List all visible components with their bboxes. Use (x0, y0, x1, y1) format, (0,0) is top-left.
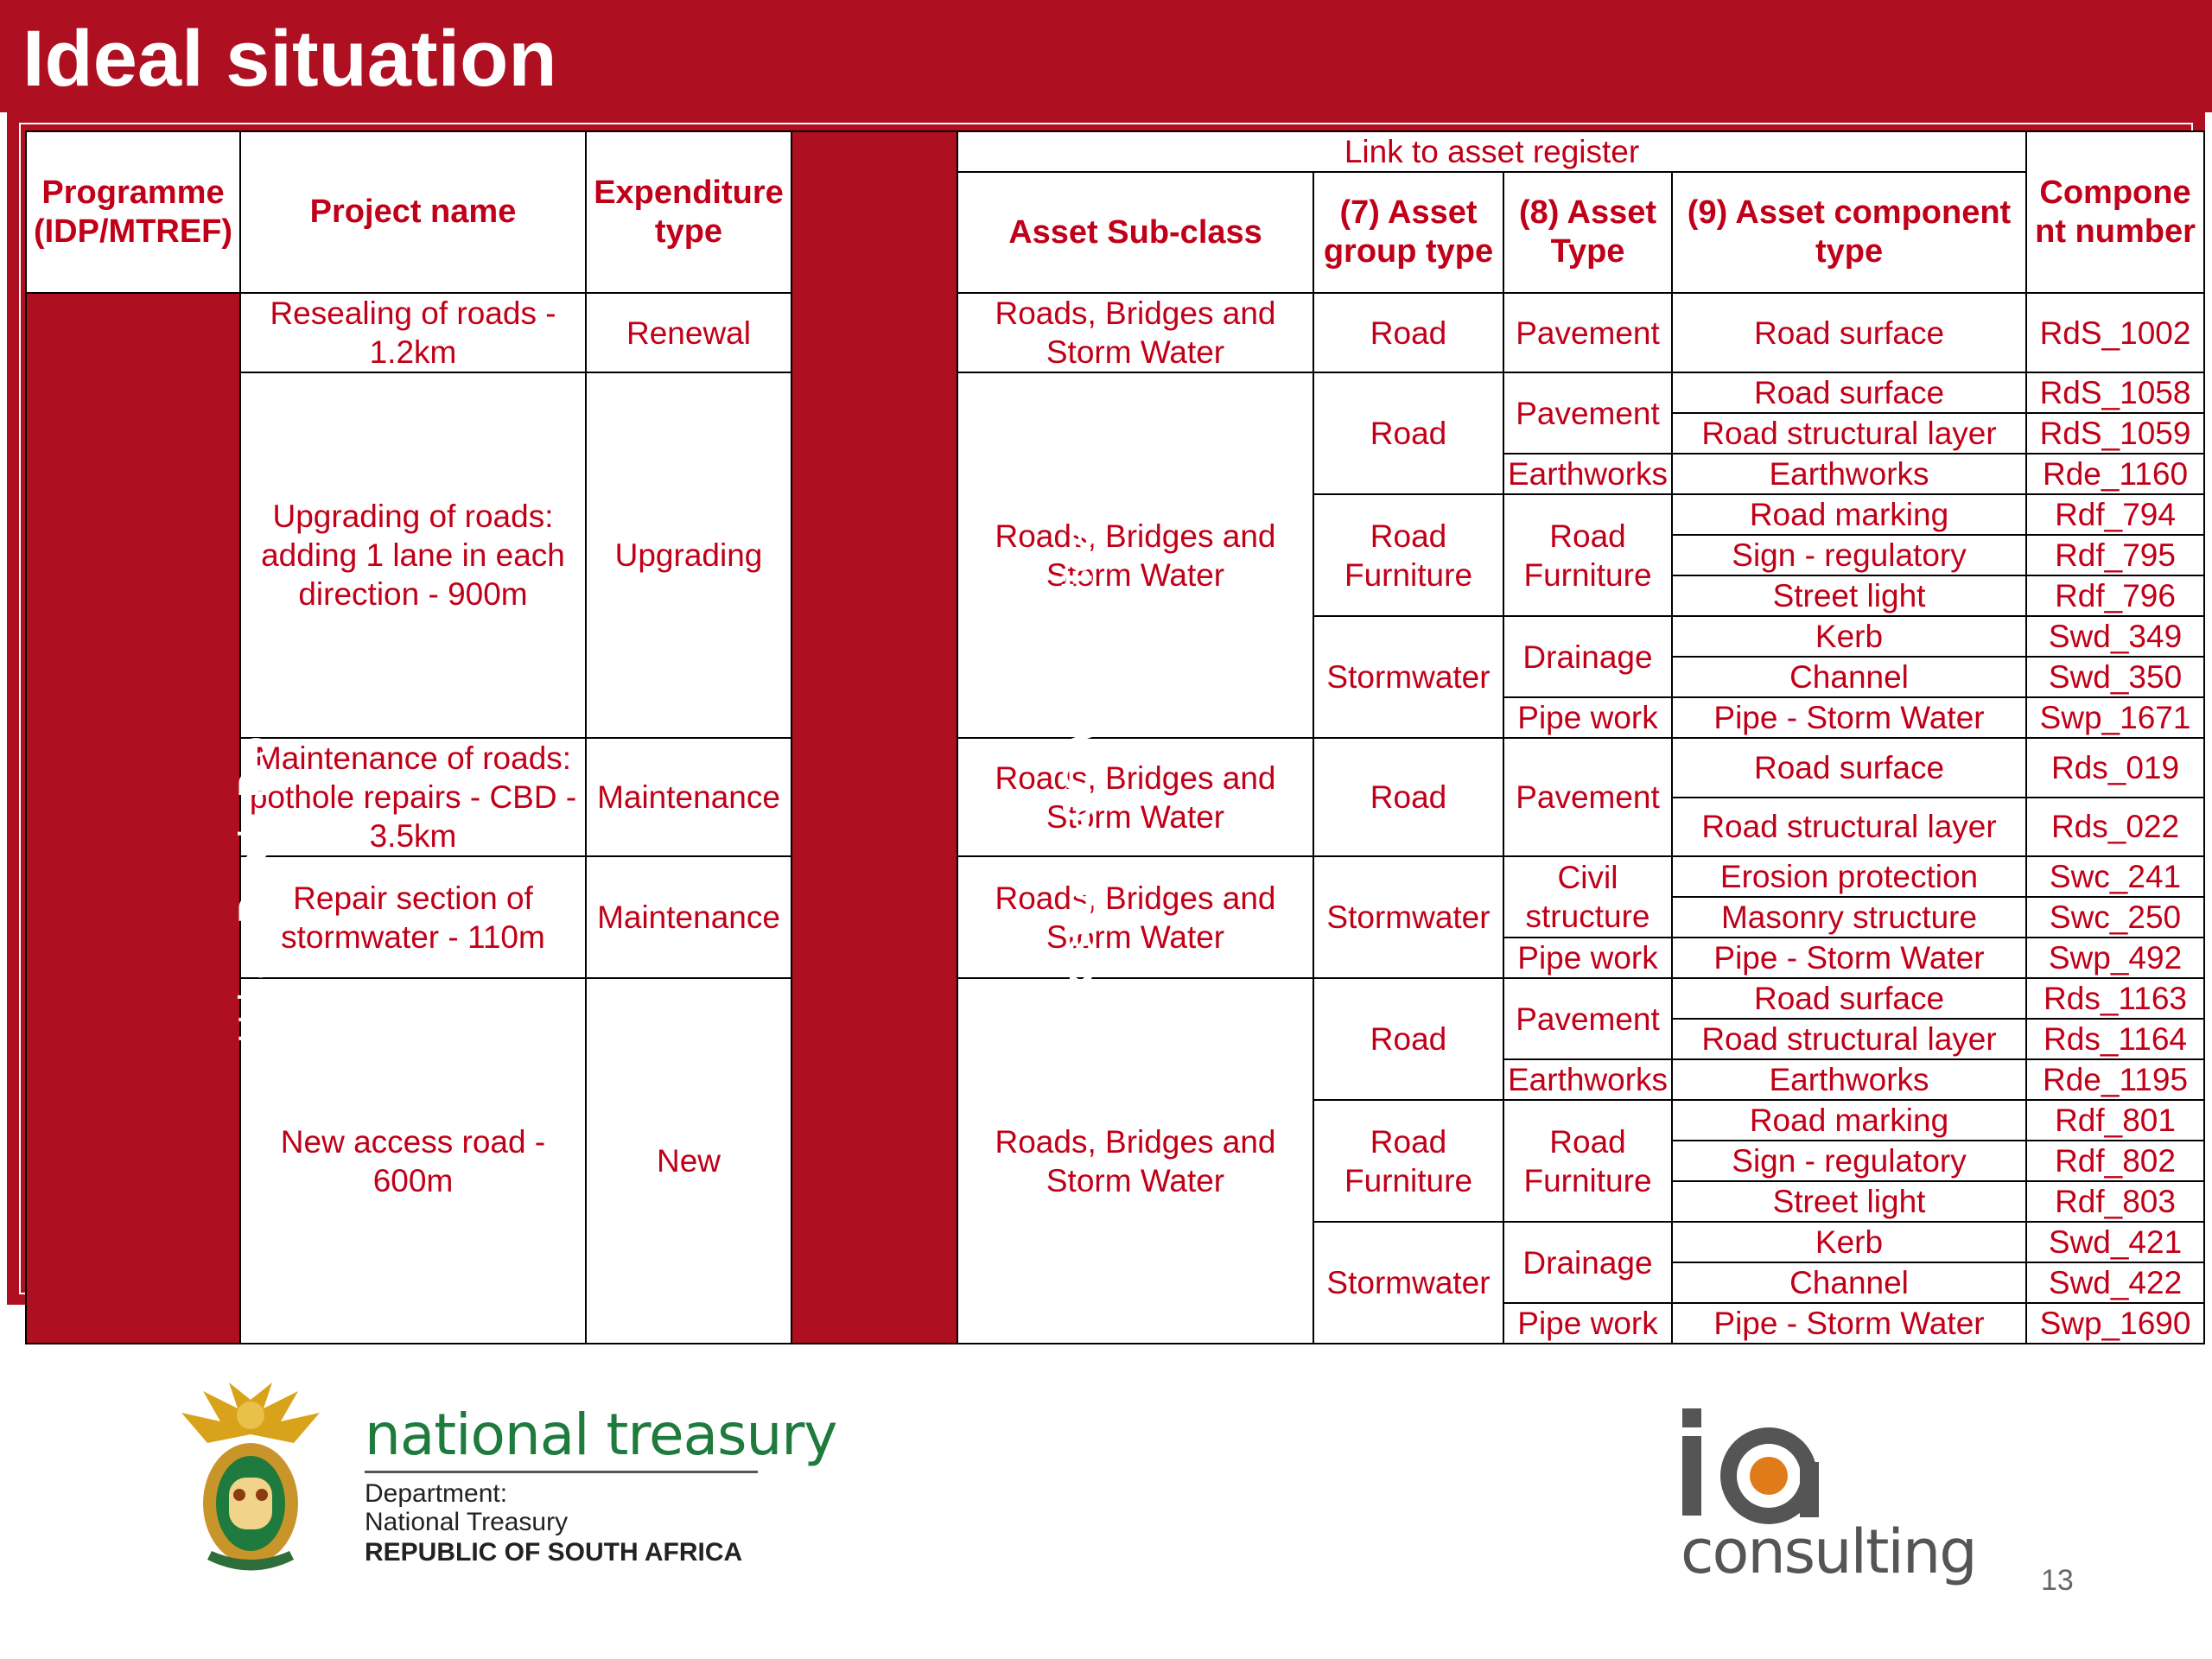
asset-type-cell: Pavement (1503, 978, 1672, 1059)
page-title: Ideal situation (22, 15, 557, 103)
asset-component-cell: Earthworks (1672, 454, 2026, 494)
component-number-cell: Rdf_802 (2026, 1141, 2204, 1181)
header-component-number: Compone nt number (2026, 131, 2204, 293)
asset-component-cell: Road marking (1672, 1100, 2026, 1141)
scoa-classification-cell (791, 131, 1102, 1344)
treasury-department-label: Department: (365, 1479, 508, 1508)
component-number-cell: Swd_350 (2026, 657, 2204, 697)
table-row (26, 293, 2204, 372)
asset-group-type-cell: Road Furniture (1313, 494, 1503, 616)
project-name-cell: Repair section of stormwater - 110m (240, 856, 586, 978)
asset-component-cell: Pipe - Storm Water (1672, 697, 2026, 738)
component-number-cell: Swd_421 (2026, 1222, 2204, 1262)
component-number-cell: RdS_1058 (2026, 372, 2204, 413)
asset-component-cell: Masonry structure (1672, 897, 2026, 938)
treasury-department-name: National Treasury (365, 1508, 569, 1536)
asset-type-cell: Road Furniture (1503, 1100, 1672, 1222)
component-number-cell: RdS_1002 (2026, 293, 2204, 372)
asset-component-cell: Road surface (1672, 372, 2026, 413)
asset-component-cell: Road structural layer (1672, 1019, 2026, 1059)
asset-component-cell: Channel (1672, 1262, 2026, 1303)
header-link-to-asset-register: Link to asset register (957, 131, 2026, 172)
component-number-cell: Swp_1671 (2026, 697, 2204, 738)
component-number-cell: Rde_1195 (2026, 1059, 2204, 1100)
asset-sub-class-cell: Roads, Bridges and Storm Water (957, 738, 1313, 856)
expenditure-type-cell: Maintenance (586, 738, 791, 856)
table-body (26, 131, 2204, 1344)
asset-type-cell: Pipe work (1503, 1303, 1672, 1344)
asset-sub-class-cell: Roads, Bridges and Storm Water (957, 978, 1313, 1344)
component-number-cell: Rds_022 (2026, 798, 2204, 857)
table-row (26, 372, 2204, 413)
component-number-cell: Rdf_795 (2026, 535, 2204, 575)
component-number-cell: Rdf_803 (2026, 1181, 2204, 1222)
asset-type-cell: Pavement (1503, 372, 1672, 454)
asset-component-cell: Erosion protection (1672, 856, 2026, 897)
expenditure-type-cell: Maintenance (586, 856, 791, 978)
asset-component-cell: Road structural layer (1672, 413, 2026, 454)
page-number: 13 (2041, 1564, 2074, 1597)
table-row (26, 978, 2204, 1019)
asset-type-cell: Drainage (1503, 1222, 1672, 1303)
asset-group-type-cell: Road (1313, 293, 1503, 372)
asset-component-cell: Channel (1672, 657, 2026, 697)
component-number-cell: RdS_1059 (2026, 413, 2204, 454)
header-asset-group-type: (7) Asset group type (1313, 172, 1503, 293)
header-asset-type: (8) Asset Type (1503, 172, 1672, 293)
asset-component-cell: Road surface (1672, 978, 2026, 1019)
header-programme: Programme (IDP/MTREF) (26, 131, 240, 293)
component-number-cell: Rdf_796 (2026, 575, 2204, 616)
component-number-cell: Swp_492 (2026, 938, 2204, 978)
asset-component-cell: Street light (1672, 1181, 2026, 1222)
asset-type-cell: Civil structure (1503, 856, 1672, 938)
asset-sub-class-cell: Roads, Bridges and Storm Water (957, 856, 1313, 978)
component-number-cell: Swc_241 (2026, 856, 2204, 897)
asset-type-cell: Pavement (1503, 293, 1672, 372)
asset-classification-table (25, 130, 2205, 1344)
component-number-cell: Rde_1160 (2026, 454, 2204, 494)
asset-component-cell: Earthworks (1672, 1059, 2026, 1100)
component-number-cell: Rds_1163 (2026, 978, 2204, 1019)
asset-component-cell: Road surface (1672, 738, 2026, 798)
header-asset-component-type: (9) Asset component type (1672, 172, 2026, 293)
asset-component-cell: Kerb (1672, 616, 2026, 657)
asset-type-cell: Earthworks (1503, 1059, 1672, 1100)
programme-cell (26, 293, 276, 1344)
asset-component-cell: Road marking (1672, 494, 2026, 535)
header-asset-sub-class: Asset Sub-class (957, 172, 1313, 293)
asset-type-cell: Pipe work (1503, 938, 1672, 978)
header-row-top (26, 131, 2204, 172)
asset-type-cell: Pavement (1503, 738, 1672, 856)
table-row (26, 738, 2204, 798)
asset-group-type-cell: Stormwater (1313, 616, 1503, 738)
asset-component-cell: Pipe - Storm Water (1672, 938, 2026, 978)
header-project-name: Project name (240, 131, 586, 293)
header-expenditure-type: Expenditure type (586, 131, 791, 293)
expenditure-type-cell: Upgrading (586, 372, 791, 738)
component-number-cell: Swd_422 (2026, 1262, 2204, 1303)
asset-type-cell: Road Furniture (1503, 494, 1672, 616)
asset-group-type-cell: Stormwater (1313, 856, 1503, 978)
treasury-divider (365, 1471, 758, 1473)
project-name-cell: Maintenance of roads: pothole repairs - CBD - 3.5km (240, 738, 586, 856)
component-number-cell: Swp_1690 (2026, 1303, 2204, 1344)
expenditure-type-cell: Renewal (586, 293, 791, 372)
expenditure-type-cell: New (586, 978, 791, 1344)
asset-type-cell: Earthworks (1503, 454, 1672, 494)
asset-sub-class-cell: Roads, Bridges and Storm Water (957, 293, 1313, 372)
asset-component-cell: Sign - regulatory (1672, 535, 2026, 575)
consulting-wordmark: consulting (1681, 1516, 1976, 1587)
asset-group-type-cell: Road (1313, 372, 1503, 494)
component-number-cell: Swc_250 (2026, 897, 2204, 938)
asset-group-type-cell: Road Furniture (1313, 1100, 1503, 1222)
component-number-cell: Rdf_801 (2026, 1100, 2204, 1141)
component-number-cell: Rds_1164 (2026, 1019, 2204, 1059)
asset-component-cell: Street light (1672, 575, 2026, 616)
component-number-cell: Swd_349 (2026, 616, 2204, 657)
project-name-cell: New access road - 600m (240, 978, 586, 1344)
project-name-cell: Upgrading of roads: adding 1 lane in each direction - 900m (240, 372, 586, 738)
asset-group-type-cell: Road (1313, 978, 1503, 1100)
asset-component-cell: Road structural layer (1672, 798, 2026, 857)
table-row (26, 856, 2204, 897)
programme-label: Urban Roads Programme (230, 590, 276, 1044)
treasury-name: national treasury (365, 1402, 837, 1468)
asset-component-cell: Kerb (1672, 1222, 2026, 1262)
asset-type-cell: Drainage (1503, 616, 1672, 697)
asset-component-cell: Pipe - Storm Water (1672, 1303, 2026, 1344)
asset-group-type-cell: Road (1313, 738, 1503, 856)
component-number-cell: Rds_019 (2026, 738, 2204, 798)
scoa-classification-label: Existing SCOA Classification (1055, 449, 1102, 1023)
coat-of-arms-logo (168, 1374, 333, 1581)
asset-group-type-cell: Stormwater (1313, 1222, 1503, 1344)
asset-component-cell: Sign - regulatory (1672, 1141, 2026, 1181)
component-number-cell: Rdf_794 (2026, 494, 2204, 535)
asset-type-cell: Pipe work (1503, 697, 1672, 738)
asset-component-cell: Road surface (1672, 293, 2026, 372)
treasury-country: REPUBLIC OF SOUTH AFRICA (365, 1538, 743, 1567)
asset-sub-class-cell: Roads, Bridges and Storm Water (957, 372, 1313, 738)
project-name-cell: Resealing of roads - 1.2km (240, 293, 586, 372)
